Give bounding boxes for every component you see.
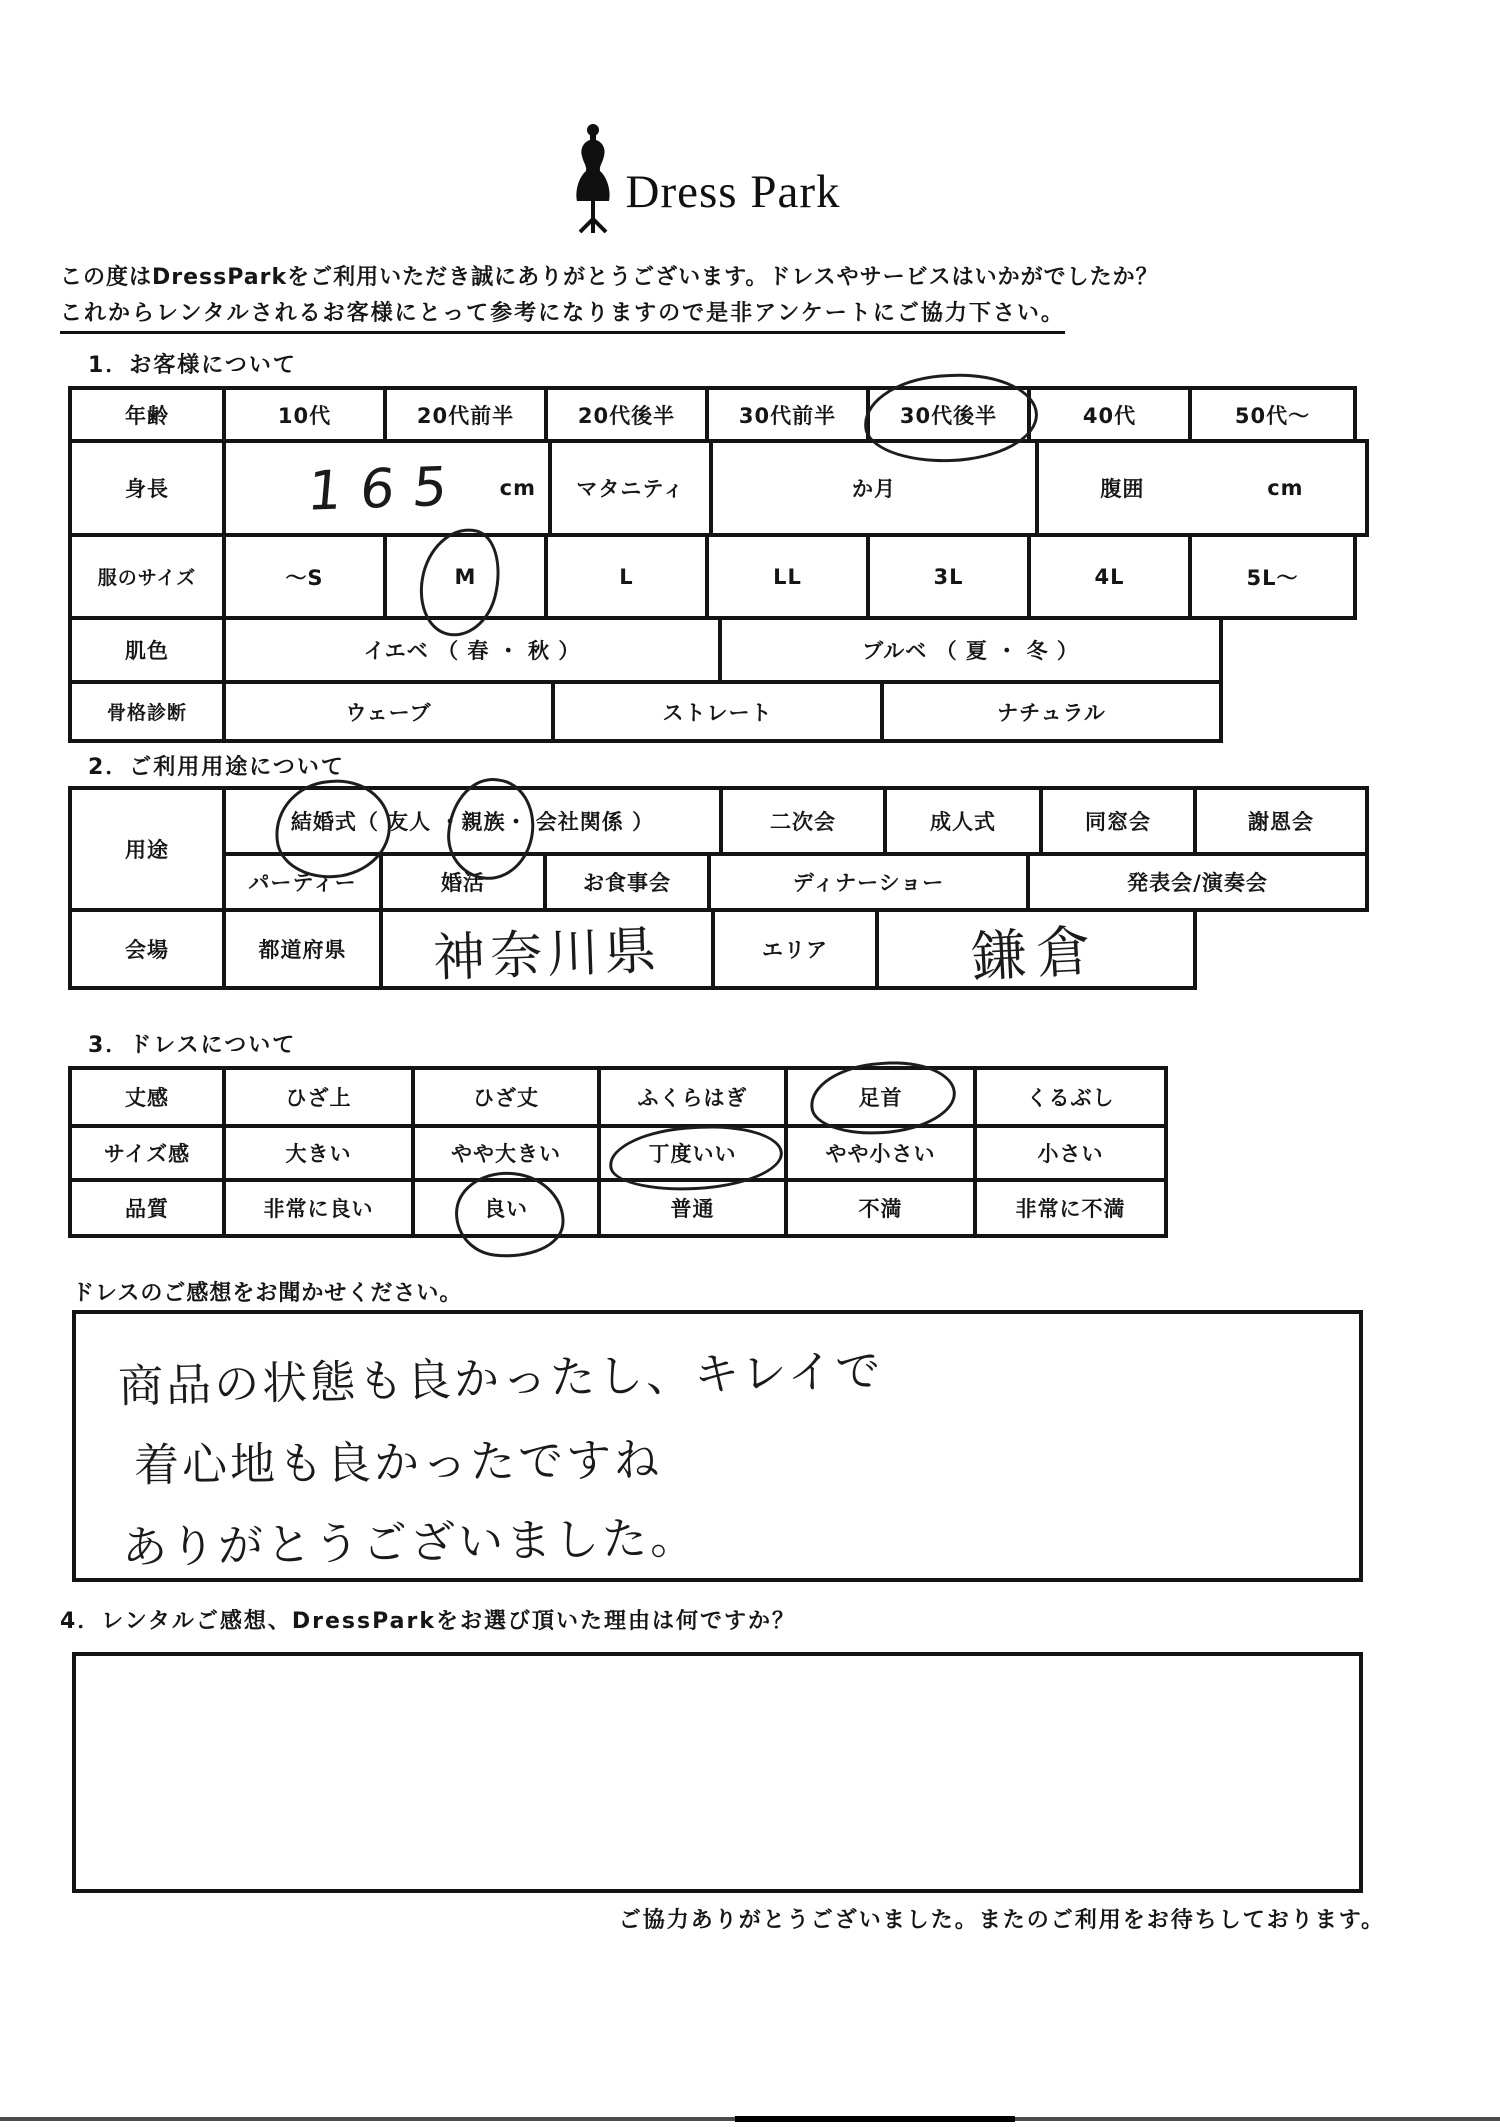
venue-header: 会場 (68, 908, 226, 990)
usage-option-dinner[interactable]: お食事会 (543, 852, 711, 912)
length-option-ankle[interactable] (784, 1066, 977, 1128)
size-option-m[interactable] (383, 533, 548, 620)
maternity-cell[interactable]: マタニティ (548, 439, 713, 537)
frame-option-natural[interactable]: ナチュラル (880, 680, 1223, 743)
dress-comment-label: ドレスのご感想をお聞かせください。 (72, 1281, 463, 1306)
usage-option-recital[interactable]: 発表会/演奏会 (1026, 852, 1369, 912)
height-handwriting: 165 (305, 453, 469, 523)
logo (0, 122, 1455, 234)
length-option-knee-up[interactable]: ひざ上 (222, 1066, 415, 1128)
section4-title: 4．レンタルご感想、DressParkをお選び頂いた理由は何ですか？ (60, 1609, 796, 1634)
fit-header: サイズ感 (68, 1124, 226, 1182)
logo-text: Dress Park (625, 166, 841, 218)
venue-row (72, 912, 1369, 990)
age-header: 年齢 (68, 386, 226, 443)
usage-table (72, 790, 1369, 990)
usage-option-afterparty[interactable]: 二次会 (719, 786, 887, 856)
skin-header: 肌色 (68, 616, 226, 684)
prefecture-input-cell[interactable] (379, 908, 715, 990)
skin-option-blue-base[interactable]: ブルベ （ 夏 ・ 冬 ） (718, 616, 1223, 684)
scan-artifact-line (0, 2114, 1500, 2124)
quality-option-very-bad[interactable]: 非常に不満 (973, 1178, 1168, 1238)
skin-row (72, 620, 1369, 684)
wedding-label-pre: 結婚式 (291, 806, 357, 836)
usage-option-wedding[interactable] (222, 786, 723, 856)
usage-option-coming-of-age[interactable]: 成人式 (883, 786, 1043, 856)
age-option-20s-late[interactable]: 20代後半 (544, 386, 709, 443)
frame-option-straight[interactable]: ストレート (551, 680, 884, 743)
length-option-knee[interactable]: ひざ丈 (411, 1066, 601, 1128)
age-option-20s-early[interactable]: 20代前半 (383, 386, 548, 443)
size-row (72, 537, 1369, 620)
frame-option-wave[interactable]: ウェーブ (222, 680, 555, 743)
waist-unit: cm (1267, 476, 1304, 500)
usage-option-reunion[interactable]: 同窓会 (1039, 786, 1197, 856)
size-header: 服のサイズ (68, 533, 226, 620)
height-header: 身長 (68, 439, 226, 537)
months-cell[interactable]: か月 (709, 439, 1039, 537)
length-row (72, 1070, 1168, 1128)
length-option-label: 足首 (858, 1086, 903, 1110)
wedding-label-post: ・ 会社関係 ） (505, 810, 655, 834)
waist-cell[interactable] (1035, 439, 1369, 537)
usage-option-thanks-party[interactable]: 謝恩会 (1193, 786, 1369, 856)
quality-option-normal[interactable]: 普通 (597, 1178, 788, 1238)
waist-label: 腹囲 (1100, 477, 1145, 501)
size-option-label: M (454, 564, 477, 589)
age-option-30s-early[interactable]: 30代前半 (705, 386, 870, 443)
area-label: エリア (711, 908, 879, 990)
size-option-4l[interactable]: 4L (1027, 533, 1192, 620)
wedding-label-mid: （ 友人 ・ (356, 810, 462, 834)
prefecture-label: 都道府県 (222, 908, 383, 990)
section1-title: 1．お客様について (88, 353, 297, 378)
usage-row-2 (226, 856, 1369, 912)
size-option-5l[interactable]: 5L～ (1188, 533, 1357, 620)
fit-option-slightly-big[interactable]: やや大きい (411, 1124, 601, 1182)
height-input-cell[interactable] (222, 439, 552, 537)
frame-header: 骨格診断 (68, 680, 226, 743)
fit-option-big[interactable]: 大きい (222, 1124, 415, 1182)
age-option-10s[interactable]: 10代 (222, 386, 387, 443)
reason-comment-box[interactable] (72, 1652, 1363, 1893)
customer-table (72, 390, 1369, 743)
fit-option-just-right[interactable] (597, 1124, 788, 1182)
comment-handwriting-line: 商品の状態も良かったし、キレイで (117, 1343, 884, 1414)
age-option-50s[interactable]: 50代～ (1188, 386, 1357, 443)
quality-header: 品質 (68, 1178, 226, 1238)
fit-option-slightly-small[interactable]: やや小さい (784, 1124, 977, 1182)
quality-option-label: 良い (484, 1197, 528, 1221)
dress-form-icon (570, 122, 616, 234)
fit-option-label: 丁度いい (648, 1142, 737, 1166)
intro-text: この度はDressParkをご利用いただき誠にありがとうございます。ドレスやサービスはいかがでしたか？ (60, 265, 1159, 290)
dress-table (72, 1070, 1168, 1238)
usage-option-party[interactable]: パーティー (222, 852, 383, 912)
height-row (72, 443, 1369, 537)
length-option-anklebone[interactable]: くるぶし (973, 1066, 1168, 1128)
quality-row (72, 1182, 1168, 1238)
age-row (72, 390, 1369, 443)
intro-underline-text: これからレンタルされるお客様にとって参考になりますので是非アンケートにご協力下さい。 (60, 296, 1065, 334)
usage-option-dinner-show[interactable]: ディナーショー (707, 852, 1030, 912)
skin-option-yellow-base[interactable]: イエベ （ 春 ・ 秋 ） (222, 616, 722, 684)
section2-title: 2．ご利用用途について (88, 755, 345, 780)
footer-thanks-text: ご協力ありがとうございました。またのご利用をお待ちしております。 (618, 1908, 1385, 1933)
section3-title: 3．ドレスについて (88, 1033, 297, 1058)
age-option-40s[interactable]: 40代 (1027, 386, 1192, 443)
age-option-label: 30代後半 (899, 403, 998, 428)
size-option-s[interactable]: ～S (222, 533, 387, 620)
size-option-3l[interactable]: 3L (866, 533, 1031, 620)
quality-option-very-good[interactable]: 非常に良い (222, 1178, 415, 1238)
quality-option-good[interactable] (411, 1178, 601, 1238)
area-handwriting: 鎌倉 (969, 918, 1103, 989)
fit-option-small[interactable]: 小さい (973, 1124, 1168, 1182)
area-input-cell[interactable] (875, 908, 1197, 990)
usage-option-konkatsu[interactable]: 婚活 (379, 852, 547, 912)
wedding-label-circled: 親族 (462, 806, 506, 836)
fit-row (72, 1128, 1168, 1182)
dress-comment-box[interactable] (72, 1310, 1363, 1582)
age-option-30s-late[interactable] (866, 386, 1031, 443)
comment-handwriting-line: 着心地も良かったですね (133, 1433, 663, 1492)
prefecture-handwriting: 神奈川県 (432, 920, 663, 989)
height-unit: cm (499, 476, 536, 500)
size-option-ll[interactable]: LL (705, 533, 870, 620)
length-header: 丈感 (68, 1066, 226, 1128)
frame-row (72, 684, 1369, 743)
comment-handwriting-line: ありがとうございました。 (121, 1510, 699, 1575)
size-option-l[interactable]: L (544, 533, 709, 620)
usage-row-1 (226, 790, 1369, 856)
usage-header: 用途 (68, 786, 226, 912)
quality-option-bad[interactable]: 不満 (784, 1178, 977, 1238)
length-option-calf[interactable]: ふくらはぎ (597, 1066, 788, 1128)
